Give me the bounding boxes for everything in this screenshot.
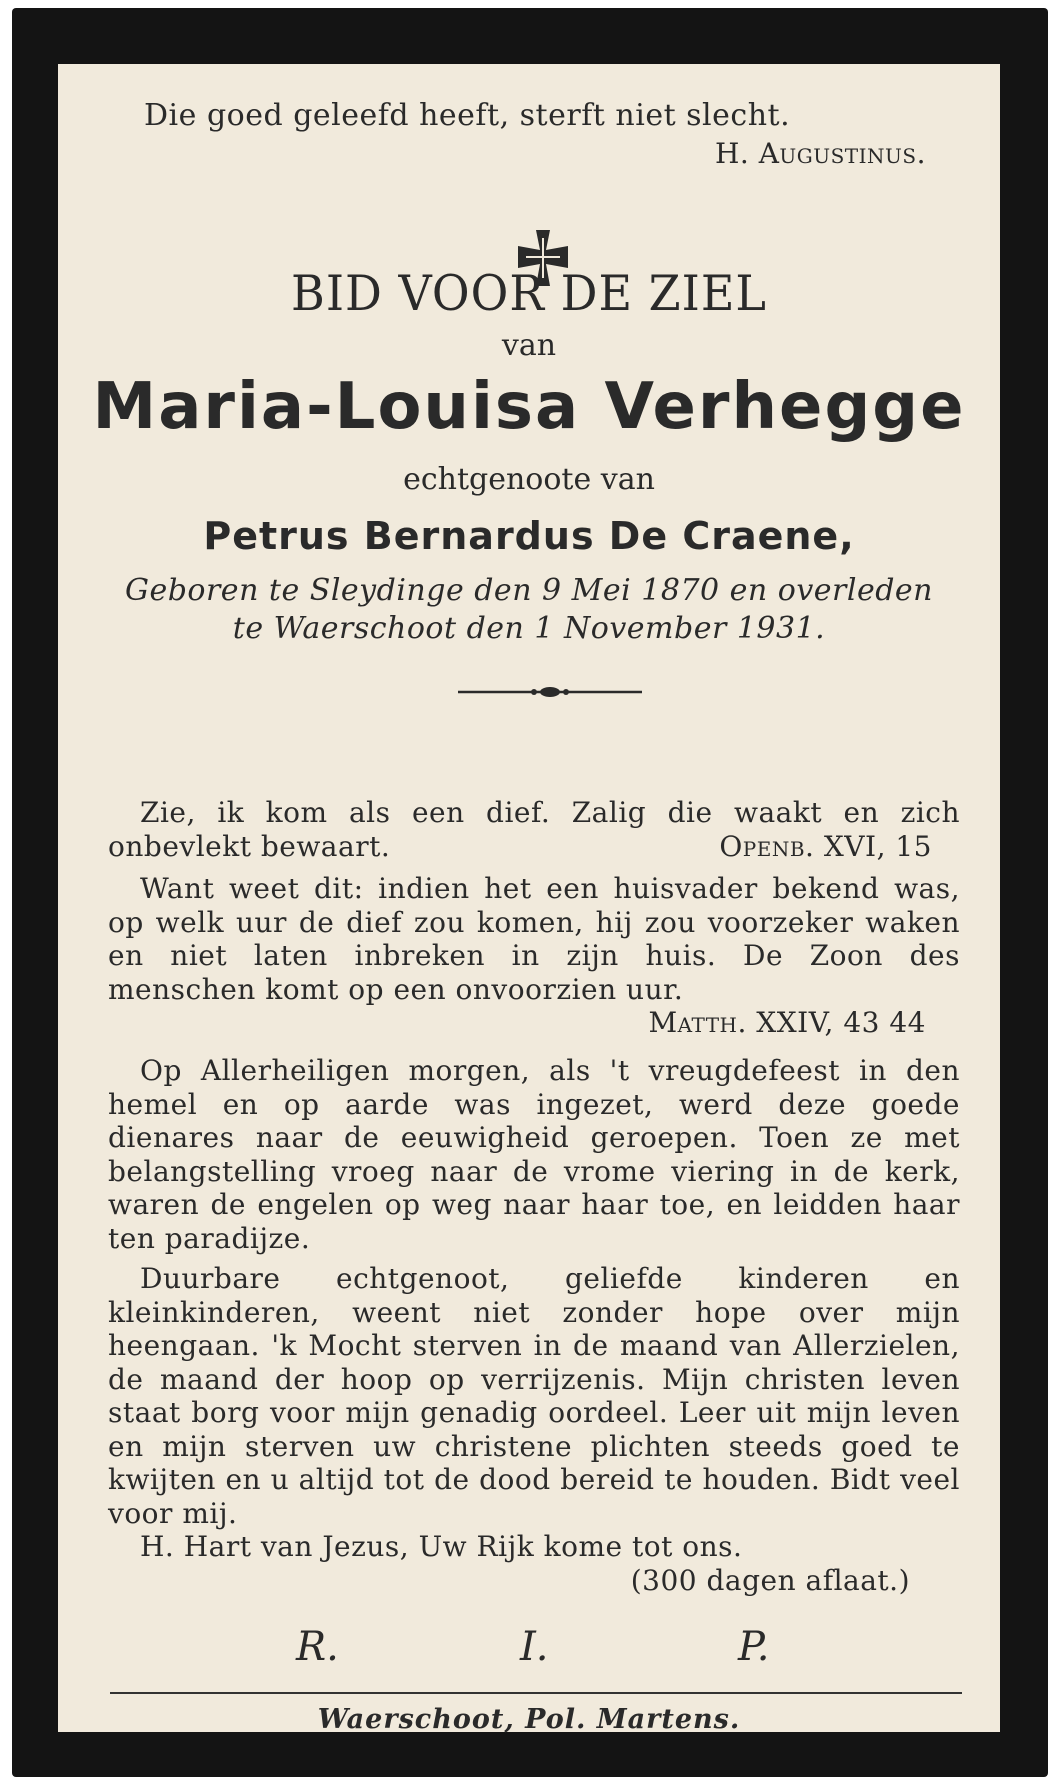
deceased-name: Maria-Louisa Verhegge [92, 370, 966, 444]
card-paper [58, 64, 1000, 1735]
rip-letter-p: P. [738, 1624, 770, 1670]
husband-name: Petrus Bernardus De Craene, [203, 514, 855, 558]
epigraph-author: H. Augustinus. [714, 137, 926, 170]
narrative-paragraph [108, 1054, 960, 1255]
scripture-text-1: Zie, ik kom als een dief. Zalig die waakt en zich onbevlekt bewaart. [108, 796, 960, 863]
prayer-paragraph [108, 1530, 960, 1597]
ornamental-divider-icon [458, 684, 642, 704]
epigraph [144, 98, 944, 170]
rip-letter-i: I. [520, 1624, 549, 1670]
scripture-text-2: Want weet dit: indien het een huisvader bekend was, op welk uur de dief zou komen, hij zou voorzeker waken en niet laten inbreken in zijn huis. De Zoon des menschen komt op een onvoorzien uur. [108, 872, 960, 1006]
scripture-reference-2: Matth. XXIV, 43 44 [648, 1006, 926, 1039]
farewell-text: Duurbare echtgenoot, geliefde kinderen en kleinkinderen, weent niet zonder hope over mijn heengaan. 'k Mocht sterven in de maand van Allerzielen, de maand der hoop op verrijzenis. Mijn christen leven staat borg voor mijn genadig oordeel. Leer uit mijn leven en mijn sterven uw christene plichten steeds goed te kwijten en u altijd tot de dood bereid te houden. Bidt veel voor mij. [108, 1262, 960, 1530]
memorial-card [12, 8, 1048, 1777]
narrative-text: Op Allerheiligen morgen, als 't vreugdefeest in den hemel en op aarde was ingezet, werd deze goede dienares naar de eeuwigheid geroepen. Toen ze met belangstelling vroeg naar de vrome viering in de kerk, waren de engelen op weg naar haar toe, en leidden haar ten paradijze. [108, 1054, 960, 1255]
scripture-paragraph-2 [108, 872, 960, 1040]
spouse-of-label: echtgenoote van [403, 462, 655, 497]
farewell-paragraph [108, 1262, 960, 1530]
heading-van: van [501, 328, 557, 363]
scripture-reference-1: Openb. XVI, 15 [719, 829, 932, 863]
birth-death-dates: Geboren te Sleydinge den 9 Mei 1870 en overleden te Waerschoot den 1 November 1931. [124, 573, 933, 646]
footer-rule [110, 1692, 962, 1694]
rip-letter-r: R. [296, 1624, 339, 1670]
epigraph-quote: Die goed geleefd heeft, sterft niet slecht. [144, 98, 791, 133]
indulgence-note: (300 dagen aflaat.) [630, 1563, 910, 1597]
printer-imprint: Waerschoot, Pol. Martens. [317, 1704, 741, 1735]
scripture-paragraph-1 [108, 796, 960, 863]
prayer-text: H. Hart van Jezus, Uw Rijk kome tot ons. [140, 1530, 743, 1563]
heading-pray-for-soul: BID VOOR DE ZIEL [291, 264, 767, 322]
